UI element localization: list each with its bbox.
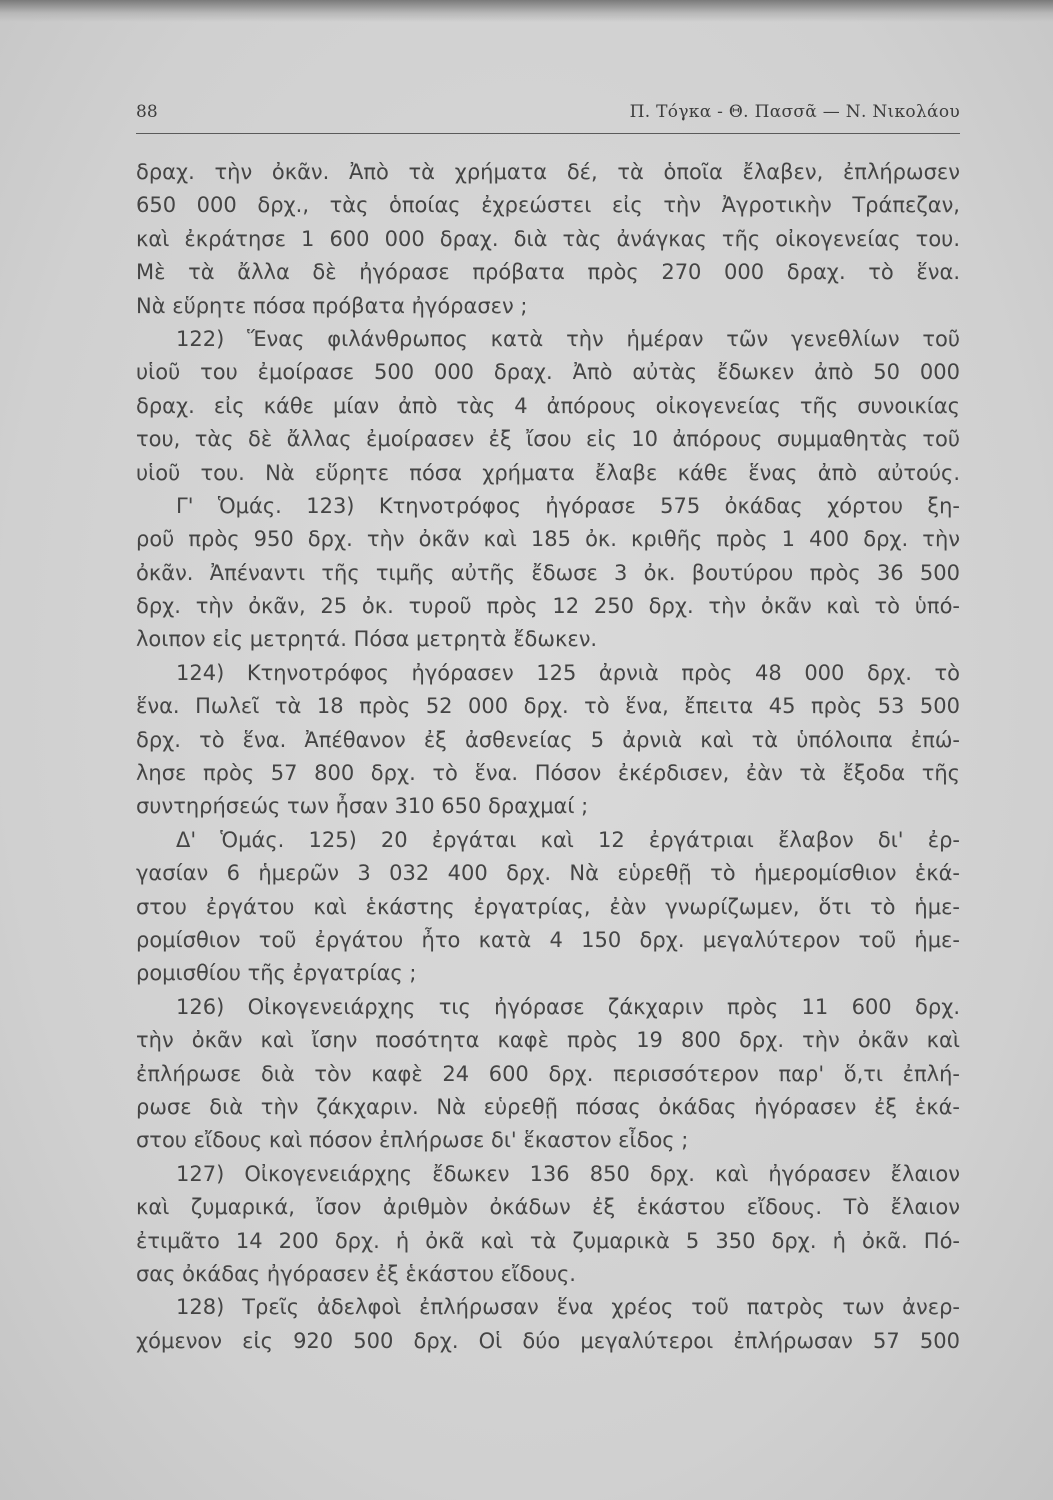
group-g-problem-123-start: Γ' Ὁμάς. 123) Κτηνοτρόφος ἠγόρασε 575 ὀκάδας χόρτου ξη- — [176, 493, 960, 518]
problem-124-start: 124) Κτηνοτρόφος ἠγόρασεν 125 ἀρνιὰ πρὸς 48 000 δρχ. τὸ — [176, 660, 960, 685]
text-line: ἐπλήρωσε διὰ τὸν καφὲ 24 600 δρχ. περισσότερον παρ' ὅ,τι ἐπλή- — [136, 1061, 960, 1086]
text-line: καὶ ζυμαρικά, ἴσον ἀριθμὸν ὀκάδων ἐξ ἑκάστου εἴδους. Τὸ ἔλαιον — [136, 1195, 960, 1220]
problem-128-start: 128) Τρεῖς ἀδελφοὶ ἐπλήρωσαν ἕνα χρέος τοῦ πατρὸς των ἀνερ- — [176, 1295, 960, 1320]
body-text — [136, 156, 960, 1358]
text-line: υἱοῦ του ἐμοίρασε 500 000 δραχ. Ἀπὸ αὐτὰς ἔδωκεν ἀπὸ 50 000 — [136, 360, 960, 385]
problem-126-start: 126) Οἰκογενειάρχης τις ἠγόρασε ζάκχαριν πρὸς 11 600 δρχ. — [176, 994, 960, 1019]
text-line: ρομισθίου τῆς ἐργατρίας ; — [136, 961, 417, 986]
page-number: 88 — [136, 102, 158, 122]
text-line: δραχ. εἰς κάθε μίαν ἀπὸ τὰς 4 ἀπόρους οἰκογενείας τῆς συνοικίας — [136, 393, 960, 418]
text-line: λησε πρὸς 57 800 δρχ. τὸ ἕνα. Πόσον ἐκέρδισεν, ἐὰν τὰ ἔξοδα τῆς — [136, 761, 960, 786]
text-line: δρχ. τὸ ἕνα. Ἀπέθανον ἐξ ἀσθενείας 5 ἀρνιὰ καὶ τὰ ὑπόλοιπα ἐπώ- — [136, 727, 960, 752]
text-line: τὴν ὀκᾶν καὶ ἴσην ποσότητα καφὲ πρὸς 19 800 δρχ. τὴν ὀκᾶν καὶ — [136, 1028, 960, 1053]
text-line: Μὲ τὰ ἄλλα δὲ ἠγόρασε πρόβατα πρὸς 270 000 δραχ. τὸ ἕνα. — [136, 260, 960, 285]
text-line: χόμενον εἰς 920 500 δρχ. Οἱ δύο μεγαλύτεροι ἐπλήρωσαν 57 500 — [136, 1328, 960, 1353]
group-d-problem-125-start: Δ' Ὁμάς. 125) 20 ἐργάται καὶ 12 ἐργάτριαι ἔλαβον δι' ἐρ- — [176, 827, 960, 852]
text-line: δραχ. τὴν ὀκᾶν. Ἀπὸ τὰ χρήματα δέ, τὰ ὁποῖα ἔλαβεν, ἐπλήρωσεν — [136, 160, 960, 184]
text-line: λοιπον εἰς μετρητά. Πόσα μετρητὰ ἔδωκεν. — [136, 627, 598, 652]
text-line: καὶ ἐκράτησε 1 600 000 δραχ. διὰ τὰς ἀνάγκας τῆς οἰκογενείας του. — [136, 226, 960, 251]
text-line: ὀκᾶν. Ἀπέναντι τῆς τιμῆς αὐτῆς ἔδωσε 3 ὀκ. βουτύρου πρὸς 36 500 — [136, 560, 960, 585]
problem-127-start: 127) Οἰκογενειάρχης ἔδωκεν 136 850 δρχ. καὶ ἠγόρασεν ἔλαιον — [176, 1161, 960, 1186]
text-line: ροῦ πρὸς 950 δρχ. τὴν ὀκᾶν καὶ 185 ὀκ. κριθῆς πρὸς 1 400 δρχ. τὴν — [136, 527, 960, 552]
text-line: του, τὰς δὲ ἄλλας ἐμοίρασεν ἐξ ἴσου εἰς 10 ἀπόρους συμμαθητὰς τοῦ — [136, 427, 960, 452]
text-line: Νὰ εὕρητε πόσα πρόβατα ἠγόρασεν ; — [136, 293, 528, 318]
running-head: Π. Τόγκα - Θ. Πασσᾶ — Ν. Νικολάου — [629, 102, 960, 122]
header-rule — [136, 133, 960, 134]
text-line: ἐτιμᾶτο 14 200 δρχ. ἡ ὀκᾶ καὶ τὰ ζυμαρικὰ 5 350 δρχ. ἡ ὀκᾶ. Πό- — [136, 1228, 960, 1253]
text-line: σας ὀκάδας ἠγόρασεν ἐξ ἑκάστου εἴδους. — [136, 1261, 576, 1286]
text-line: στου εἴδους καὶ πόσον ἐπλήρωσε δι' ἕκαστον εἶδος ; — [136, 1128, 689, 1153]
text-line: συντηρήσεώς των ἦσαν 310 650 δραχμαί ; — [136, 794, 589, 819]
text-line: 650 000 δρχ., τὰς ὁποίας ἐχρεώστει εἰς τὴν Ἀγροτικὴν Τράπεζαν, — [136, 193, 960, 218]
text-line: δρχ. τὴν ὀκᾶν, 25 ὀκ. τυροῦ πρὸς 12 250 δρχ. τὴν ὀκᾶν καὶ τὸ ὑπό- — [136, 594, 960, 619]
problem-122-start: 122) Ἕνας φιλάνθρωπος κατὰ τὴν ἡμέραν τῶν γενεθλίων τοῦ — [176, 326, 960, 351]
page-header — [136, 98, 960, 132]
text-line: υἱοῦ του. Νὰ εὕρητε πόσα χρήματα ἔλαβε κάθε ἕνας ἀπὸ αὐτούς. — [136, 460, 960, 485]
text-line: γασίαν 6 ἡμερῶν 3 032 400 δρχ. Νὰ εὑρεθῇ τὸ ἡμερομίσθιον ἑκά- — [136, 861, 960, 886]
text-line: ρωσε διὰ τὴν ζάκχαριν. Νὰ εὑρεθῇ πόσας ὀκάδας ἠγόρασεν ἐξ ἑκά- — [136, 1094, 960, 1119]
text-line: στου ἐργάτου καὶ ἑκάστης ἐργατρίας, ἐὰν γνωρίζωμεν, ὅτι τὸ ἡμε- — [136, 894, 960, 919]
text-line: ἕνα. Πωλεῖ τὰ 18 πρὸς 52 000 δρχ. τὸ ἕνα, ἔπειτα 45 πρὸς 53 500 — [136, 694, 960, 719]
page-top-shadow — [0, 0, 1053, 22]
text-line: ρομίσθιον τοῦ ἐργάτου ἦτο κατὰ 4 150 δρχ. μεγαλύτερον τοῦ ἡμε- — [136, 927, 960, 952]
